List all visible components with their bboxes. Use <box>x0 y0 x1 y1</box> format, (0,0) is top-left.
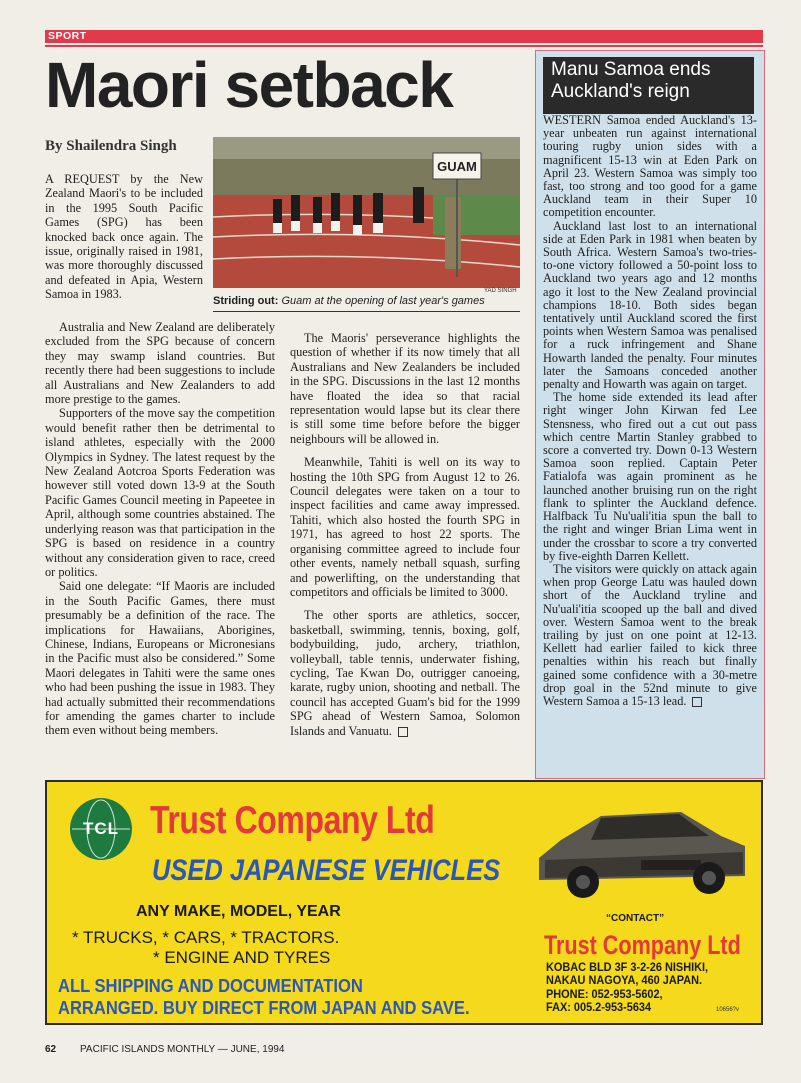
sign-text: GUAM <box>437 159 477 174</box>
ad-shipping-line-1: ALL SHIPPING AND DOCUMENTATION <box>58 976 363 996</box>
article-paragraph: Said one delegate: “If Maoris are included in the South Pacific Games, there must presumably be a definition of the race. The implications for Hawaiians, Aborigines, Chinese, Indians, Europeans or Micronesians in the Pacific must also be considered.” Some Maori delegates in Tahiti were the same ones who had been pushing the issue in 1983. They had actually submitted their recommendations for amending the games charter to include them even without being members. <box>45 579 275 738</box>
caption-rule <box>213 311 520 312</box>
sidebar-paragraph: WESTERN Samoa ended Auckland's 13-year unbeaten run against international touring rugby union sides with a magnificent 15-13 win at Eden Park on April 23. Western Samoa was simply too fast, too strong and too good for a game Auckland team in their Super 10 competition encounter. <box>543 113 757 220</box>
sidebar-paragraph: The home side extended its lead after right winger John Kirwan fed Lee Stensness, who fired out a cut out pass which centre Martin Stanley grabbed to score a converted try. Down 0-13 Western Samoa soon replied. Captain Peter Fatialofa was again prominent as he launched another bruising run on the right flank to splinter the Auckland defence. Halfback Tu Nu'uali'itia spun the ball to the right and winger Brian Lima went in under the crossbar to score a try converted by five-eighth Darren Kellett. <box>543 390 757 563</box>
sidebar-title: Manu Samoa ends Auckland's reign <box>543 57 754 114</box>
article-column-2 <box>290 331 520 738</box>
article-column-1 <box>45 320 275 738</box>
article-paragraph: Meanwhile, Tahiti is well on its way to hosting the 10th SPG from August 12 to 26. Council delegates were taken on a tour to inspect facilities and came away impressed. Tahiti, which also hosted the fourth SPG in 1971, has agreed to host 22 sports. The organising committee agreed to include four other events, namely netball squash, surfing and powerlifting, on the understanding that competitors and officials be limited to 3000. <box>290 455 520 599</box>
section-label-text: SPORT <box>48 30 87 42</box>
footer-publication: PACIFIC ISLANDS MONTHLY — JUNE, 1994 <box>80 1044 285 1055</box>
end-mark-icon <box>398 727 408 737</box>
ad-shipping-line-2: ARRANGED. BUY DIRECT FROM JAPAN AND SAVE. <box>58 998 470 1018</box>
sidebar-paragraph-last <box>543 563 757 708</box>
car-photo <box>531 788 753 910</box>
photo-credit: YAD SINGH <box>484 288 517 294</box>
caption-lead: Striding out: <box>213 295 279 307</box>
article-paragraph-text: The other sports are athletics, soccer, basketball, swimming, tennis, boxing, golf, bodybuilding, judo, archery, triathlon, volleyball, table tennis, underwater fishing, cycling, Tae Kwan Do, outrigger canoeing, karate, rugby union, shooting and netball. The council has accepted Guam's bid for the 1999 SPG ahead of Western Samoa, Solomon Islands and Vanuatu. <box>290 608 520 738</box>
article-paragraph: The Maoris' perseverance highlights the question of whether if its now timely that all Australians and New Zealanders be included in the SPG. Discussions in the last 12 months have floated the idea so that racial representation would lapse but its clear there is still some time before before the bigger neighbours will be allowed in. <box>290 331 520 446</box>
ad-contact-label: “CONTACT” <box>606 913 665 924</box>
logo-text: TCL <box>82 819 120 838</box>
article-photo <box>213 137 520 288</box>
car-icon <box>531 788 753 910</box>
article-paragraph: Australia and New Zealand are deliberately excluded from the SPG because of concern they may swamp island countries. But recently there had been suggestions to include all Australians and New Zealanders to add more prestige to the games. <box>45 320 275 407</box>
ad-company-name-2: Trust Company Ltd <box>544 930 741 960</box>
section-label <box>45 30 763 43</box>
ad-tagline: USED JAPANESE VEHICLES <box>152 854 501 887</box>
photo-caption <box>213 294 523 308</box>
ad-any-make: ANY MAKE, MODEL, YEAR <box>136 903 341 920</box>
ad-code: 10656?v <box>716 1007 740 1013</box>
article-paragraph: A REQUEST by the New Zealand Maori's to be included in the 1995 South Pacific Games (SPG) has been knocked back once again. The issue, originally raised in 1981, was more thoroughly discussed and defeated in Apia, Western Samoa in 1983. <box>45 172 203 302</box>
sidebar-paragraph-text: The visitors were quickly on attack again when prop George Latu was hauled down short of the Auckland tryline and Nu'uali'itia scooped up the ball and dived over. Western Samoa went to the break trailing by just on one point at 12-13. Kellett had earlier failed to kick three penalties within his reach but finally gained some confidence with a 30-metre drop goal in the 52nd minute to give Western Samoa a 15-13 lead. <box>543 561 757 708</box>
article-column-1-top <box>45 172 203 302</box>
page-number: 62 <box>45 1044 57 1055</box>
headline: Maori setback <box>45 49 453 121</box>
caption-text: Guam at the opening of last year's games <box>281 295 485 307</box>
byline: By Shailendra Singh <box>45 138 177 154</box>
parade-photo-illustration <box>213 137 520 288</box>
ad-address: KOBAC BLD 3F 3-2-26 NISHIKI, NAKAU NAGOYA, 460 JAPAN. PHONE: 052-953-5602, FAX: 005.2-953-5634 <box>546 962 709 1015</box>
sidebar-paragraph: Auckland last lost to an international side at Eden Park in 1981 when beaten by South Africa. Western Samoa's two-tries-to-one victory followed a 50-point loss to Auckland two years ago and 12 months ago it lost to the New Zealand provincial champions 18-10. Both sides began tentatively until Auckland scored the first points when Western Samoa was penalised for a ruck infringement and Shane Howarth landed the penalty. Four minutes later the Samoans conceded another penalty and Howarth was again on target. <box>543 218 757 392</box>
article-paragraph: Supporters of the move say the competition would benefit rather then be detrimental to island athletes, especially with the 2000 Olympics in Sydney. The latest request by the New Zealand Aotcroa Sports Federation was however still voted down 13-9 at the South Pacific Games Council meeting in Papeetee in April, although some countries abstained. The underlying reason was that participation in the SPG is based on residence in a country without any consideration given to race, creed or politics. <box>45 406 275 579</box>
ad-parts-list: * ENGINE AND TYRES <box>153 948 331 967</box>
end-mark-icon <box>692 697 702 707</box>
ad-company-name: Trust Company Ltd <box>150 799 435 842</box>
sidebar-text <box>543 114 757 708</box>
section-rule <box>45 45 763 47</box>
ad-vehicle-list: * TRUCKS, * CARS, * TRACTORS. <box>72 928 340 947</box>
article-paragraph-last <box>290 608 520 738</box>
